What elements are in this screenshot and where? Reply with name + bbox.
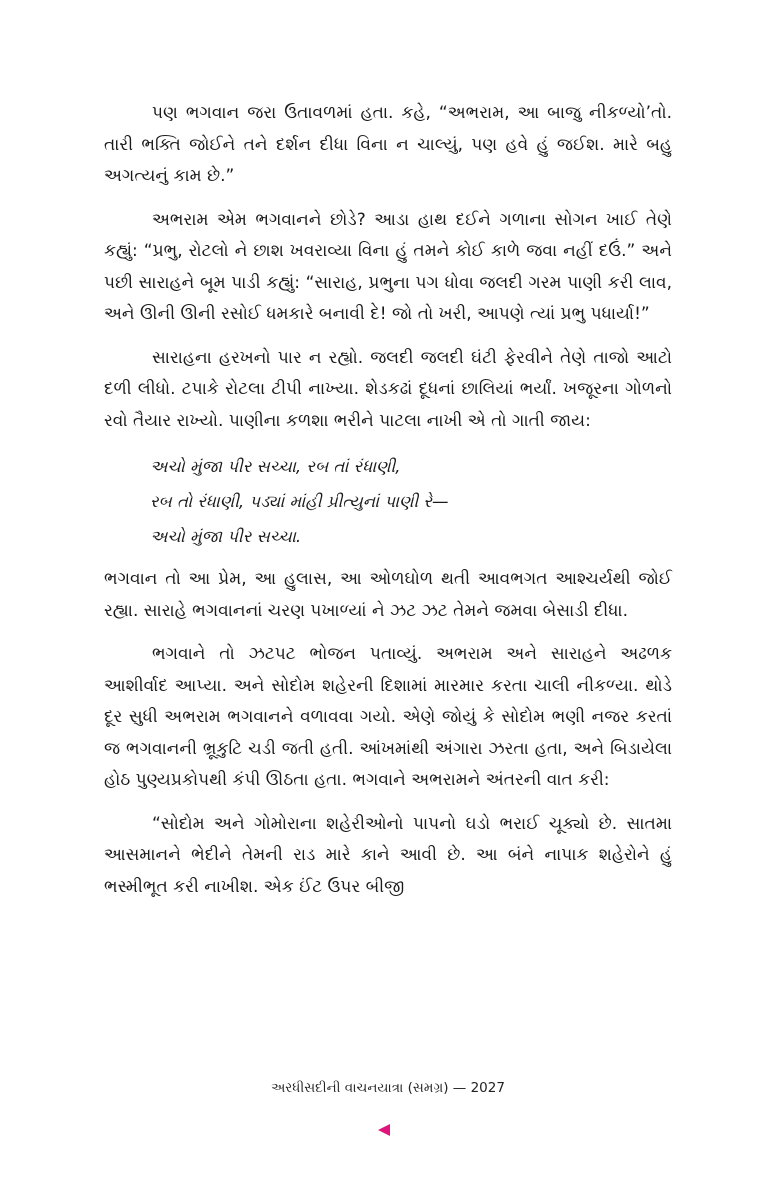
previous-page-arrow-icon[interactable] (378, 1124, 390, 1136)
page-body (104, 98, 672, 915)
poem-line-1: અચો મુંજા પીર સચ્ચા, રબ તાં રંધાણી, (150, 457, 401, 476)
poem-line-2: રબ તો રંધાણી, પડ્યાં માંહી પ્રીત્યુનાં પાણી રે— (150, 492, 449, 511)
paragraph-3: સારાહના હરખનો પાર ન રહ્યો. જલદી જલદી ઘંટી ફેરવીને તેણે તાજો આટો દળી લીધો. ટપાકે રોટલા ટીપી નાખ્યા. શેડકઢાં દૂધનાં છાલિયાં ભર્યાં. ખજૂરના ગોળનો રવો તૈયાર રાખ્યો. પાણીના કળશા ભરીને પાટલા નાખી એ તો ગાતી જાય: (104, 347, 672, 431)
paragraph-5: ભગવાને તો ઝટપટ ભોજન પતાવ્યું. અભરામ અને સારાહને અઢળક આશીર્વાદ આપ્યા. અને સોદોમ શહેરની દિશામાં મારમાર કરતા ચાલી નીકળ્યા. થોડે દૂર સુધી અભરામ ભગવાનને વળાવવા ગયો. એણે જોયું કે સોદોમ ભણી નજર કરતાં જ ભગવાનની ભ્રૂકુટિ ચડી જતી હતી. આંખમાંથી અંગારા ઝરતા હતા, અને બિડાયેલા હોઠ પુણ્યપ્રકોપથી કંપી ઊઠતા હતા. ભગવાને અભરામને અંતરની વાત કરી: (104, 644, 672, 790)
paragraph-2: અભરામ એમ ભગવાનને છોડે? આડા હાથ દઈને ગળાના સોગન ખાઈ તેણે કહ્યું: “પ્રભુ, રોટલો ને છાશ ખવરાવ્યા વિના હું તમને કોઈ કાળે જવા નહીં દઉં.” અને પછી સારાહને બૂમ પાડી કહ્યું: “સારાહ, પ્રભુના પગ ધોવા જલદી ગરમ પાણી કરી લાવ, અને ઊની ઊની રસોઈ ધમકારે બનાવી દે! જો તો ખરી, આપણે ત્યાં પ્રભુ પધાર્યા!” (104, 209, 672, 324)
poem-block (150, 449, 672, 554)
poem-line-3: અચો મુંજા પીર સચ્ચા. (150, 527, 302, 546)
paragraph-4: ભગવાન તો આ પ્રેમ, આ હુલાસ, આ ઓળઘોળ થતી આવભગત આશ્ચર્યથી જોઈ રહ્યા. સારાહે ભગવાનનાં ચરણ પખાળ્યાં ને ઝટ ઝટ તેમને જમવા બેસાડી દીધા. (104, 569, 672, 621)
paragraph-1: પણ ભગવાન જરા ઉતાવળમાં હતા. કહે, “અભરામ, આ બાજુ નીકળ્યો’તો. તારી ભક્તિ જોઈને તને દર્શન દીધા વિના ન ચાલ્યું, પણ હવે હું જઈશ. મારે બહુ અગત્યનું કામ છે.” (104, 103, 672, 186)
paragraph-6: “સોદોમ અને ગોમોરાના શહેરીઓનો પાપનો ઘડો ભરાઈ ચૂક્યો છે. સાતમા આસમાનને ભેદીને તેમની રાડ મારે કાને આવી છે. આ બંને નાપાક શહેરોને હું ભસ્મીભૂત કરી નાખીશ. એક ઈંટ ઉપર બીજી (104, 813, 672, 897)
page-footer: અરધીસદીની વાચનયાત્રા (સમગ્ર) — 2027 (271, 1080, 505, 1096)
